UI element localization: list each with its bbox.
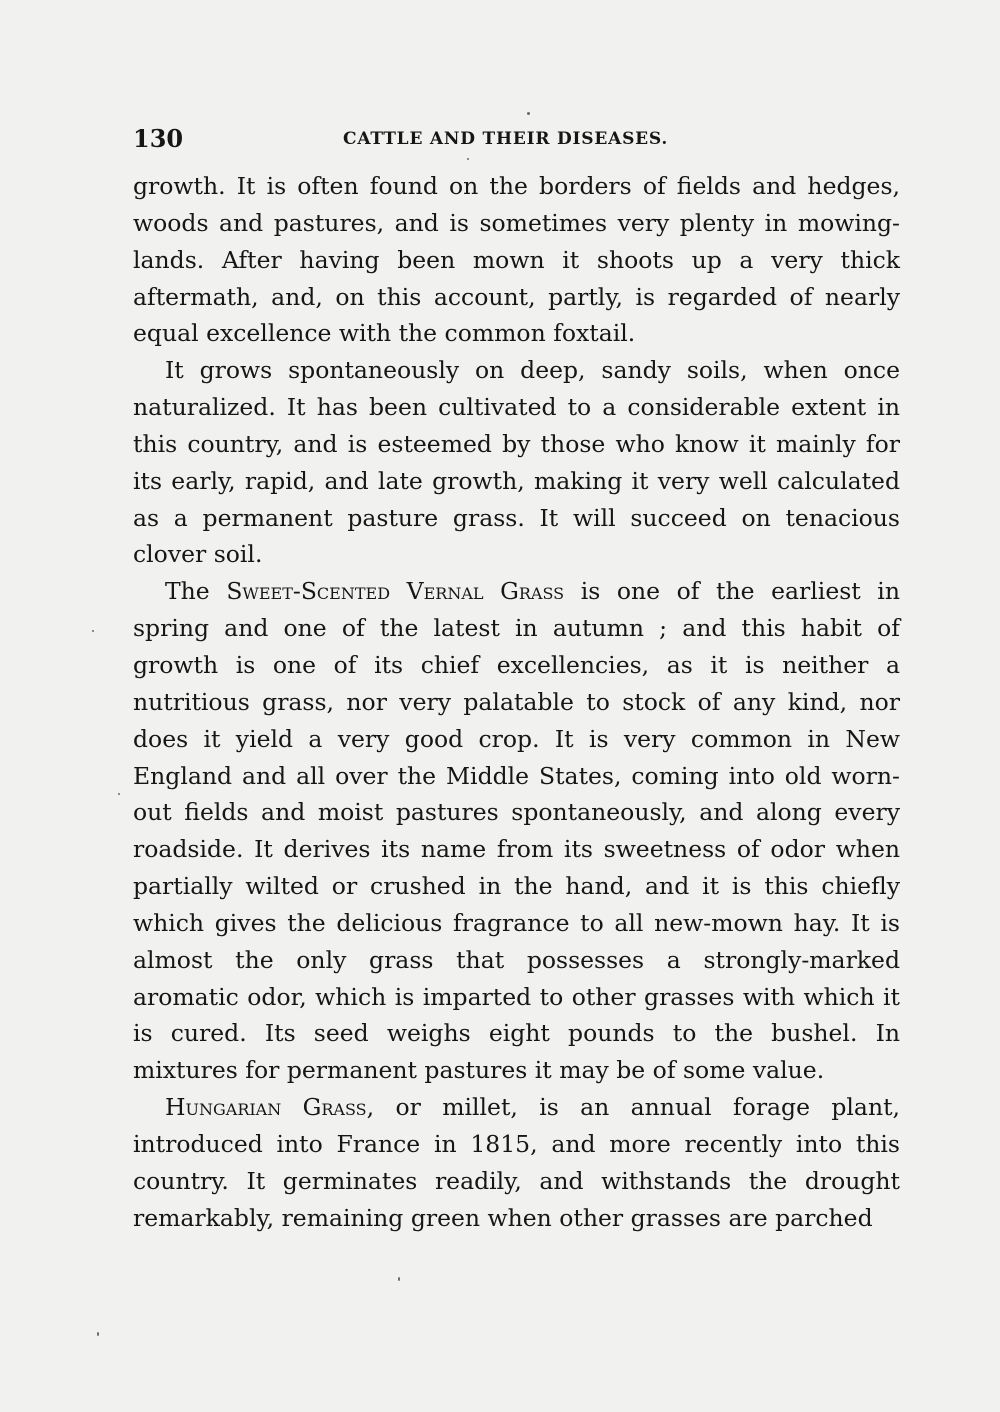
page-number: 130 bbox=[133, 124, 184, 153]
page-header bbox=[133, 124, 903, 156]
scan-speck bbox=[398, 1277, 400, 1281]
grass-name: Sweet-Scented Vernal Grass bbox=[226, 577, 565, 606]
scan-speck bbox=[467, 158, 469, 160]
paragraph-text: growth. It is often found on the borders of fields and hedges, woods and pastures, and is sometimes very plenty in mowing-lands. After having been mown it shoots up a very thick aftermath, and, on this account, partly, is regarded of nearly equal excellence with the common foxtail. bbox=[133, 172, 900, 348]
scan-speck bbox=[92, 630, 94, 632]
paragraph-text: It grows spontaneously on deep, sandy soils, when once naturalized. It has been cultivated to a considerable extent in this country, and is esteemed by those who know it mainly for its early, rapid, and late growth, making it very well calculated as a permanent pasture grass. It will succeed on tenacious clover soil. bbox=[133, 356, 900, 569]
scan-speck bbox=[118, 793, 120, 795]
paragraph-hungarian-grass bbox=[133, 1089, 900, 1236]
grass-name: Hungarian Grass, bbox=[165, 1093, 375, 1122]
running-title: CATTLE AND THEIR DISEASES. bbox=[343, 129, 669, 149]
body-text bbox=[133, 168, 900, 1236]
paragraph-lead: The bbox=[165, 577, 210, 606]
paragraph bbox=[133, 352, 900, 573]
scan-speck bbox=[527, 112, 530, 115]
paragraph-continuation bbox=[133, 168, 900, 352]
paragraph-text: is one of the earliest in spring and one of the latest in autumn ; and this habit of growth is one of its chief excellencies, as it is neither a nutritious grass, nor very palatable to stock of any kind, nor does it yield a very good crop. It is very common in New England and all over the Middle States, coming into old worn-out fields and moist pastures spontaneously, and along every roadside. It derives its name from its sweetness of odor when partially wilted or crushed in the hand, and it is this chiefly which gives the delicious fragrance to all new-mown hay. It is almost the only grass that possesses a strongly-marked aromatic odor, which is imparted to other grasses with which it is cured. Its seed weighs eight pounds to the bushel. In mixtures for permanent pastures it may be of some value. bbox=[133, 577, 900, 1085]
paragraph-sweet-scented-vernal-grass bbox=[133, 573, 900, 1089]
paragraph-text: or millet, is an annual forage plant, introduced into France in 1815, and more recently into this country. It germinates readily, and withstands the drought remarkably, remaining green when other grasses are parched bbox=[133, 1093, 900, 1232]
scan-speck bbox=[97, 1332, 99, 1336]
